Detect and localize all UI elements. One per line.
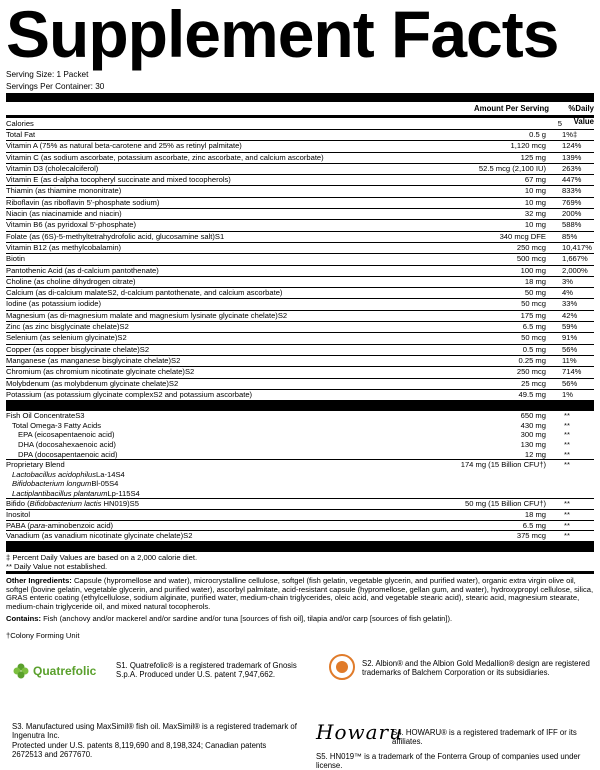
dpa-amount: 12 mg xyxy=(524,449,546,459)
fish-oil-name: Fish Oil ConcentrateS3 xyxy=(6,411,85,421)
nutrient-dv: 139% xyxy=(562,152,582,162)
footnote-not-established: ** Daily Value not established. xyxy=(6,561,108,571)
blend-strain: Bifidobacterium longum Bl-05S4 xyxy=(12,479,119,489)
nutrient-amount: 340 mcg DFE xyxy=(499,231,546,241)
nutrient-row xyxy=(6,266,594,277)
nutrient-name: Vitamin B12 (as methylcobalamin) xyxy=(6,242,122,252)
nutrient-dv: 59% xyxy=(562,322,578,332)
nutrient-amount: 50 mcg xyxy=(521,333,546,343)
extra-dv: ** xyxy=(564,531,570,541)
extra-ingredient-row xyxy=(6,531,594,542)
dha-dv: ** xyxy=(564,439,570,449)
section-divider xyxy=(6,401,594,411)
nutrient-name: Iodine (as potassium iodide) xyxy=(6,299,101,309)
extra-ingredient-row xyxy=(6,521,594,532)
nutrient-row xyxy=(6,141,594,152)
nutrient-dv: 447% xyxy=(562,175,582,185)
extra-name: Bifido (Bifidobacterium lactis HN019)S5 xyxy=(6,499,139,509)
nutrient-row xyxy=(6,243,594,254)
nutrient-name: Niacin (as niacinamide and niacin) xyxy=(6,209,122,219)
nutrient-dv: 588% xyxy=(562,220,582,230)
nutrient-amount: 25 mcg xyxy=(521,378,546,388)
contains-statement: Contains: Fish (anchovy and/or mackerel and/or sardine and/or tuna [sources of fish oil], tilapia and/or carp [sources of fish gelatin]). xyxy=(6,613,453,623)
trademark-section xyxy=(6,640,594,770)
nutrient-amount: 50 mcg xyxy=(521,299,546,309)
nutrient-dv: 11% xyxy=(562,355,577,365)
nutrient-dv: 714% xyxy=(562,367,582,377)
nutrient-amount: 100 mg xyxy=(520,265,546,275)
nutrient-row xyxy=(6,345,594,356)
nutrient-name: Biotin xyxy=(6,254,25,264)
nutrient-row xyxy=(6,220,594,231)
blend-dv: ** xyxy=(564,460,570,470)
nutrient-row xyxy=(6,333,594,344)
nutrient-row xyxy=(6,198,594,209)
nutrient-name: Vitamin C (as sodium ascorbate, potassium ascorbate, zinc ascorbate, and calcium ascorbate) xyxy=(6,152,324,162)
nutrient-name: Vitamin B6 (as pyridoxal 5'-phosphate) xyxy=(6,220,137,230)
nutrient-row xyxy=(6,311,594,322)
nutrient-dv xyxy=(562,118,594,129)
nutrient-row xyxy=(6,186,594,197)
trademark-s2: S2. Albion® and the Albion Gold Medallion® design are registered trademarks of Balchem Corporation or its subsidiaries. xyxy=(362,659,590,678)
nutrient-dv: 91% xyxy=(562,333,578,343)
epa-amount: 300 mg xyxy=(520,430,546,440)
nutrient-dv: 1% xyxy=(562,389,573,399)
serving-size: Serving Size: 1 Packet xyxy=(6,70,89,79)
blend-name: Proprietary Blend xyxy=(6,460,65,470)
extra-ingredient-row xyxy=(6,499,594,510)
nutrient-amount: 0.5 mg xyxy=(522,344,546,354)
nutrient-dv: 10,417% xyxy=(562,242,592,252)
nutrient-name: Manganese (as manganese bisglycinate chelate)S2 xyxy=(6,355,181,365)
extras-list xyxy=(6,499,594,541)
extra-name: PABA (para-aminobenzoic acid) xyxy=(6,520,114,530)
nutrient-name: Riboflavin (as riboflavin 5'-phosphate sodium) xyxy=(6,197,160,207)
nutrient-amount: 5 xyxy=(557,119,562,128)
nutrient-name: Magnesium (as di-magnesium malate and magnesium lysinate glycinate chelate)S2 xyxy=(6,310,288,320)
nutrient-amount: 67 mg xyxy=(524,175,546,185)
fish-oil-dv: ** xyxy=(564,411,570,421)
nutrient-dv: 56% xyxy=(562,378,578,388)
nutrient-name: Vitamin D3 (cholecalciferol) xyxy=(6,163,99,173)
nutrient-dv: 2,000% xyxy=(562,265,588,275)
nutrient-row xyxy=(6,379,594,390)
nutrient-dv: 3% xyxy=(562,276,573,286)
nutrient-name: Choline (as choline dihydrogen citrate) xyxy=(6,276,136,286)
extra-amount: 18 mg xyxy=(524,510,546,520)
nutrient-amount: 0.25 mg xyxy=(518,355,546,365)
nutrient-amount: 10 mg xyxy=(524,220,546,230)
other-ingredients: Other Ingredients: Capsule (hypromellose and water), microcrystalline cellulose, softgel (fish gelatin, vegetable glycerin, and purified water), organic extra virgin olive oil, softgel (bovine gelatin, vegetable glycerin, and purified water), ascorbyl palmitate, acid-resistant capsule (hypromellose, gellan gum, and water), hydroxypropyl cellulose, silica, GRAS enteric coating (ethylcellulose, sodium alginate, purified water, medium-chain triglycerides, oleic acid, and vegetable stearic acid), stearic acid, magnesium stearate, medium-chain triglyceride oil, and mixed natural tocopherols. xyxy=(6,575,594,611)
dha-name: DHA (docosahexaenoic acid) xyxy=(18,439,116,449)
nutrient-dv: 42% xyxy=(562,310,578,320)
panel-title: Supplement Facts xyxy=(6,0,559,71)
extra-amount: 50 mg (15 Billion CFU†) xyxy=(464,499,546,509)
albion-medallion-icon xyxy=(329,654,355,680)
fish-oil-amount: 650 mg xyxy=(520,411,546,421)
quatrefolic-leaf-icon xyxy=(12,662,30,680)
servings-per-container: Servings Per Container: 30 xyxy=(6,81,105,91)
nutrient-name: Total Fat xyxy=(6,130,36,139)
epa-name: EPA (eicosapentaenoic acid) xyxy=(18,430,115,440)
nutrient-row xyxy=(6,175,594,186)
nutrient-dv: 1%‡ xyxy=(562,130,578,139)
nutrient-amount: 1,120 mcg xyxy=(510,141,546,151)
dha-amount: 130 mg xyxy=(520,439,546,449)
nutrient-row xyxy=(6,367,594,378)
fish-oil-section xyxy=(6,411,594,460)
dpa-name: DPA (docosapentaenoic acid) xyxy=(18,449,118,459)
amount-header: Amount Per Serving xyxy=(474,104,549,113)
trademark-s1: S1. Quatrefolic® is a registered trademark of Gnosis S.p.A. Produced under U.S. patent 7,947,662. xyxy=(116,661,297,680)
nutrient-amount: 32 mg xyxy=(524,209,546,219)
nutrient-amount: 10 mg xyxy=(524,186,546,196)
nutrient-amount: 125 mg xyxy=(520,152,546,162)
nutrient-row xyxy=(6,164,594,175)
nutrient-amount: 10 mg xyxy=(524,197,546,207)
nutrient-name: Folate (as (6S)-5-methyltetrahydrofolic acid, glucosamine salt)S1 xyxy=(6,231,225,241)
nutrient-amount: 18 mg xyxy=(524,276,546,286)
extra-name: Vanadium (as vanadium nicotinate glycinate chelate)S2 xyxy=(6,531,193,541)
epa-dv: ** xyxy=(564,430,570,440)
nutrient-row xyxy=(6,322,594,333)
howaru-logo: Howaru xyxy=(316,720,403,745)
nutrient-row xyxy=(6,299,594,310)
footnote-dv: ‡ Percent Daily Values are based on a 2,000 calorie diet. xyxy=(6,552,198,562)
section-divider xyxy=(6,542,594,552)
extra-dv: ** xyxy=(564,510,570,520)
nutrient-dv: 33% xyxy=(562,299,578,309)
nutrient-amount: 250 mcg xyxy=(516,242,546,252)
nutrient-name: Vitamin E (as d-alpha tocopheryl succinate and mixed tocopherols) xyxy=(6,175,231,185)
trademark-s3: S3. Manufactured using MaxSimil® fish oil. MaxSimil® is a registered trademark of Ingenutra Inc. Protected under U.S. patents 8,119,690 and 8,198,324; Canadian patents 2672513 and 2677670. xyxy=(12,722,297,760)
nutrient-row xyxy=(6,254,594,265)
thick-divider xyxy=(6,93,594,102)
nutrient-dv: 263% xyxy=(562,163,582,173)
nutrient-amount: 0.5 g xyxy=(529,130,546,139)
nutrient-row xyxy=(6,130,594,141)
nutrient-row xyxy=(6,209,594,220)
nutrient-dv: 1,667% xyxy=(562,254,588,264)
nutrient-name: Calories xyxy=(6,119,34,128)
nutrient-dv: 4% xyxy=(562,288,573,298)
extra-dv: ** xyxy=(564,520,570,530)
nutrient-row xyxy=(6,232,594,243)
dv-header: %Daily Value xyxy=(568,104,594,126)
nutrient-dv: 56% xyxy=(562,344,578,354)
calories-row xyxy=(6,118,594,130)
trademark-s4: S4. HOWARU® is a registered trademark of IFF or its affiliates. xyxy=(392,728,577,747)
nutrient-amount: 49.5 mg xyxy=(518,389,546,399)
nutrient-name: Thiamin (as thiamine mononitrate) xyxy=(6,186,122,196)
extra-name: Inositol xyxy=(6,510,31,520)
nutrient-list xyxy=(6,130,594,401)
supplement-facts-panel xyxy=(6,0,594,770)
nutrient-name: Copper (as copper bisglycinate chelate)S2 xyxy=(6,344,150,354)
colony-footnote: †Colony Forming Unit xyxy=(6,631,80,641)
nutrient-dv: 200% xyxy=(562,209,582,219)
quatrefolic-logo: Quatrefolic xyxy=(12,662,96,680)
blend-strain: Lactobacillus acidophilus La-14S4 xyxy=(12,469,125,479)
divider xyxy=(6,571,594,574)
omega3-dv: ** xyxy=(564,420,570,430)
extra-dv: ** xyxy=(564,499,570,509)
nutrient-name: Pantothenic Acid (as d-calcium pantothenate) xyxy=(6,265,159,275)
nutrient-amount: 6.5 mg xyxy=(522,322,546,332)
blend-amount: 174 mg (15 Billion CFU†) xyxy=(460,460,546,470)
extra-ingredient-row xyxy=(6,510,594,521)
nutrient-name: Chromium (as chromium nicotinate glycinate chelate)S2 xyxy=(6,367,195,377)
omega3-name: Total Omega-3 Fatty Acids xyxy=(12,420,102,430)
nutrient-amount: 52.5 mcg (2,100 IU) xyxy=(478,163,546,173)
nutrient-dv: 769% xyxy=(562,197,582,207)
omega3-amount: 430 mg xyxy=(520,420,546,430)
dpa-dv: ** xyxy=(564,449,570,459)
footnotes xyxy=(6,552,594,571)
nutrient-name: Selenium (as selenium glycinate)S2 xyxy=(6,333,127,343)
nutrient-amount: 175 mg xyxy=(520,310,546,320)
trademark-s5: S5. HN019™ is a trademark of the Fonterra Group of companies used under license. xyxy=(316,752,581,770)
blend-strain: Lactiplantibacillus plantarum Lp-115S4 xyxy=(12,488,140,498)
nutrient-amount: 250 mcg xyxy=(516,367,546,377)
nutrient-dv: 85% xyxy=(562,231,578,241)
nutrient-name: Zinc (as zinc bisglycinate chelate)S2 xyxy=(6,322,129,332)
nutrient-name: Molybdenum (as molybdenum glycinate chelate)S2 xyxy=(6,378,179,388)
nutrient-name: Potassium (as potassium glycinate complexS2 and potassium ascorbate) xyxy=(6,389,253,399)
proprietary-blend-section xyxy=(6,460,594,499)
extra-amount: 6.5 mg xyxy=(522,520,546,530)
nutrient-row xyxy=(6,390,594,401)
nutrient-amount: 50 mg xyxy=(524,288,546,298)
nutrient-row xyxy=(6,288,594,299)
nutrient-row xyxy=(6,153,594,164)
extra-amount: 375 mcg xyxy=(516,531,546,541)
nutrient-name: Calcium (as di-calcium malateS2, d-calcium pantothenate, and calcium ascorbate) xyxy=(6,288,283,298)
nutrient-dv: 124% xyxy=(562,141,582,151)
nutrient-dv: 833% xyxy=(562,186,582,196)
nutrient-amount: 500 mcg xyxy=(516,254,546,264)
nutrient-row xyxy=(6,356,594,367)
nutrient-row xyxy=(6,277,594,288)
nutrient-name: Vitamin A (75% as natural beta-carotene and 25% as retinyl palmitate) xyxy=(6,141,242,151)
